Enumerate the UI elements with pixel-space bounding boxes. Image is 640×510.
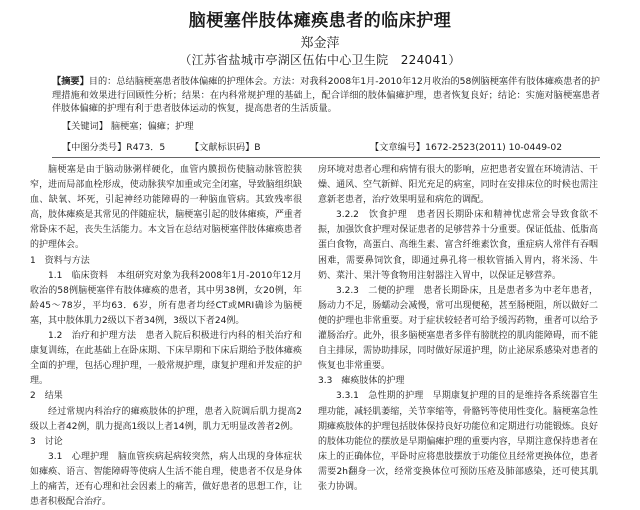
abstract <box>52 75 600 116</box>
author-affiliation: （江苏省盐城市亭湖区伍佑中心卫生院 224041） <box>179 53 461 67</box>
paragraph: 3.1 心理护理 脑血管疾病起病较突然，病人出现的身体症状如瘫痪、语言、智能障碍等使病人生活不能自理，使患者不仅是身体上的痛苦，还有心理和社会因素上的痛苦，做好患者的思想工作，让患者积极配合治疗。 <box>30 451 302 508</box>
section-heading: 1 资料与方法 <box>30 255 90 266</box>
paragraph: 3.2.2 饮食护理 患者因长期卧床和精神忧虑常会导致食欲不振，加强饮食护理对保证患者的足够营养十分重要。保证低盐、低脂高蛋白食物，高蛋白、高维生素、富含纤维素饮食，重症病人常伴有吞咽困难，需要鼻饲饮食，即通过鼻孔将一根软管插入胃内，将米汤、牛奶、菜汁、果汁等食物用注射器注入胃中，以保证足够营养。 <box>318 210 598 281</box>
divider <box>52 157 600 158</box>
section-heading: 3.3 瘫痪肢体的护理 <box>318 376 405 387</box>
abstract-label: 【摘要】 <box>52 76 89 87</box>
paragraph: 3.3.1 急性期的护理 早期康复护理的目的是维持各系统器官生理功能，减轻肌萎缩，关节挛缩等，骨骼钙等使用性变化。脑梗塞急性期瘫痪肢体的护理包括肢体保持良好功能位和定期进行功能锻炼。良好的肢体功能位的摆放是早期偏瘫护理的重要内容，早期注意保持患者在床上的正确体位，平卧时应将患肢摆放于功能位且经常更换体位，患者需要2h翻身一次，经常变换体位可预防压疮及肺部感染，还可使其肌张力协调。 <box>318 391 598 492</box>
article-title: 脑梗塞伴肢体瘫痪患者的临床护理 <box>188 11 452 31</box>
paragraph: 1.2 治疗和护理方法 患者入院后积极进行内科的相关治疗和康复训练，在此基础上在卧床期、下床早期和下床后期给予肢体瘫痪全面的护理，包括心理护理，一般常规护理，康复护理和并发症的护理。 <box>30 331 302 387</box>
abstract-text: 目的：总结脑梗塞患者肢体偏瘫的护理体会。方法：对我科2008年1月-2010年12月收治的58例脑梗塞伴有肢体瘫痪患者的护理措施和效果进行回顾性分析；结果：在内科常规护理的基础上，配合详细的肢体偏瘫护理，患者恢复良好；结论：实施对脑梗塞患者伴肢体偏瘫的护理有利于患者肢体运动的恢复，提高患者的生活质量。 <box>52 76 600 114</box>
keywords-label: 【关键词】 <box>62 121 108 132</box>
section-heading: 2 结果 <box>30 391 63 402</box>
article-number: 【文章编号】1672-2523(2011) 10-0449-02 <box>370 142 563 153</box>
paragraph: 脑梗塞是由于脑动脉粥样硬化，血管内膜损伤使脑动脉管腔狭窄，进而局部血栓形成，使动脉狭窄加重或完全闭塞，导致脑组织缺血、缺氧、坏死，引起神经功能障碍的一种脑血管病。其致残率很高，肢体瘫痪是其常见的伴随症状，脑梗塞引起的肢体瘫痪，严重者常卧床不起，丧失生活能力。本文旨在总结对脑梗塞伴肢体瘫痪患者的护理体会。 <box>30 165 302 251</box>
keywords-text: 脑梗塞；偏瘫；护理 <box>110 121 194 132</box>
author-name: 郑金萍 <box>300 36 340 51</box>
right-column <box>318 163 598 495</box>
paragraph: 房环境对患者心理和病情有很大的影响，应把患者安置在环境清洁、干燥、通风、空气新鲜、阳光充足的病室，同时在安排床位的时候也需注意新老患者，治疗效果明显和病危的调配。 <box>318 165 598 206</box>
paragraph: 1.1 临床资料 本组研究对象为我科2008年1月-2010年12月收治的58例脑梗塞伴有肢体瘫痪的患者，其中男38例，女20例，年龄45～78岁，平均63．6岁，所有患者均经CT或MRI确诊为脑梗塞，其中肢体肌力2级以下者34例，3级以下者24例。 <box>30 270 302 326</box>
document-code: 【文献标识码】B <box>190 142 261 153</box>
section-heading: 3 讨论 <box>30 436 63 447</box>
keywords <box>62 120 194 133</box>
paragraph: 3.2.3 二便的护理 患者长期卧床，且是患者多为中老年患者，肠动力不足，肠蠕动会减慢，常可出现便秘，甚至肠梗阻，所以做好二便的护理也非常重要。对于症状较轻者可给予缓泻药物，重者可以给予灌肠治疗。此外，很多脑梗塞患者多伴有膀胱控的肌肉能障碍，而不能自主排尿，需协助排尿，同时做好尿道护理，防止泌尿系感染对患者的恢复也非常重要。 <box>318 285 598 372</box>
clc-number: 【中图分类号】R473．5 <box>62 142 166 153</box>
paragraph: 经过常规内科治疗的瘫痪肢体的护理，患者入院调后肌力提高2级以上者42例，肌力提高1级以上者14例，肌力无明显改善者2例。 <box>30 406 302 432</box>
left-column <box>30 163 302 510</box>
